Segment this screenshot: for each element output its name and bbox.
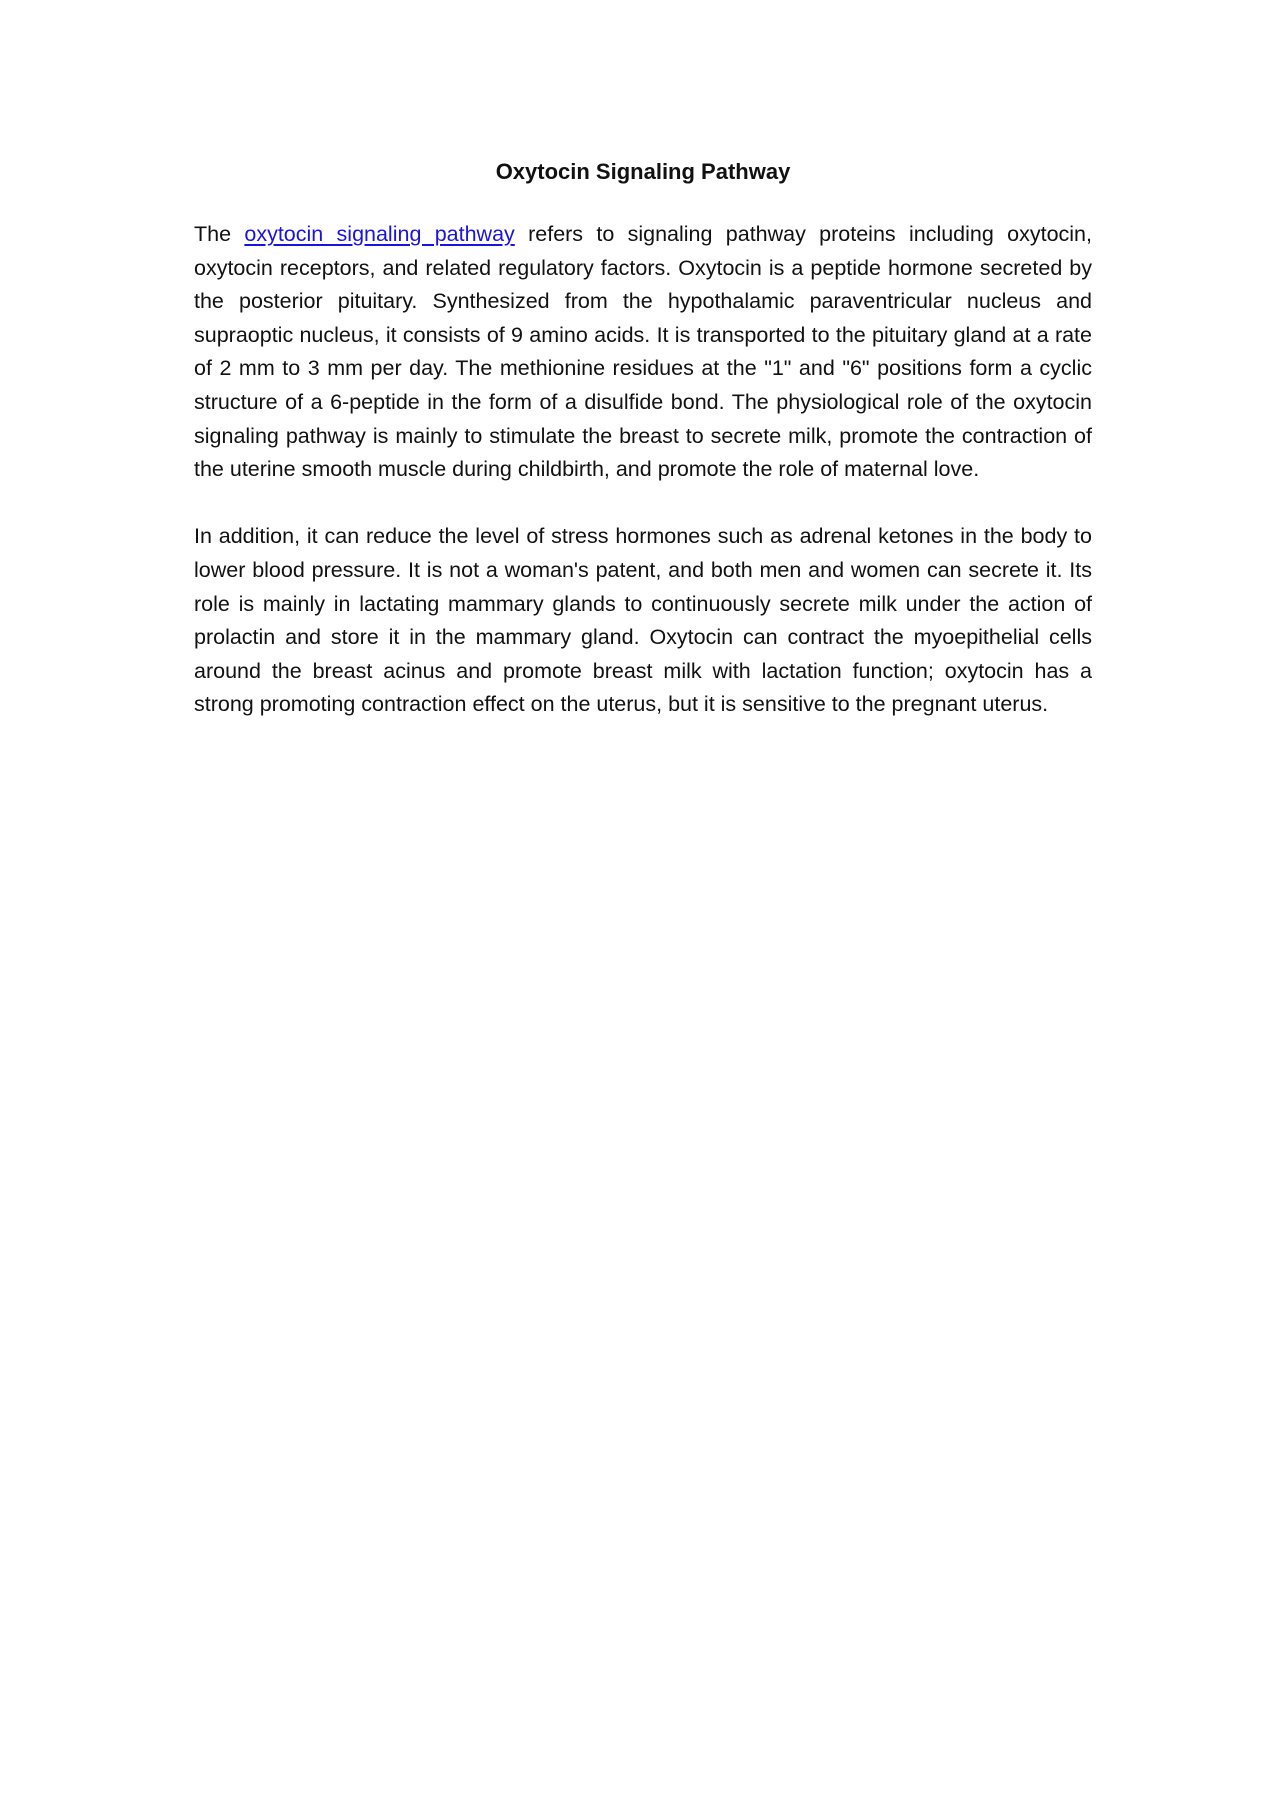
paragraph-intro <box>194 218 1092 487</box>
paragraph-intro-rest: refers to signaling pathway proteins including oxytocin, oxytocin receptors, and related regulatory factors. Oxytocin is a peptide hormone secreted by the posterior pituitary. Synthesized from the hypothalamic paraventricular nucleus and supraoptic nucleus, it consists of 9 amino acids. It is transported to the pituitary gland at a rate of 2 mm to 3 mm per day. The methionine residues at the "1" and "6" positions form a cyclic structure of a 6-peptide in the form of a disulfide bond. The physiological role of the oxytocin signaling pathway is mainly to stimulate the breast to secrete milk, promote the contraction of the uterine smooth muscle during childbirth, and promote the role of maternal love. <box>194 222 1092 482</box>
page-title: Oxytocin Signaling Pathway <box>495 159 791 184</box>
paragraph-intro-lead: The <box>194 222 245 246</box>
oxytocin-signaling-pathway-link[interactable]: oxytocin signaling pathway <box>244 222 515 246</box>
paragraph-addition: In addition, it can reduce the level of stress hormones such as adrenal ketones in the body to lower blood pressure. It is not a woman's patent, and both men and women can secrete it. Its role is mainly in lactating mammary glands to continuously secrete milk under the action of prolactin and store it in the mammary gland. Oxytocin can contract the myoepithelial cells around the breast acinus and promote breast milk with lactation function; oxytocin has a strong promoting contraction effect on the uterus, but it is sensitive to the pregnant uterus. <box>194 524 1092 717</box>
document-body <box>194 152 1092 756</box>
